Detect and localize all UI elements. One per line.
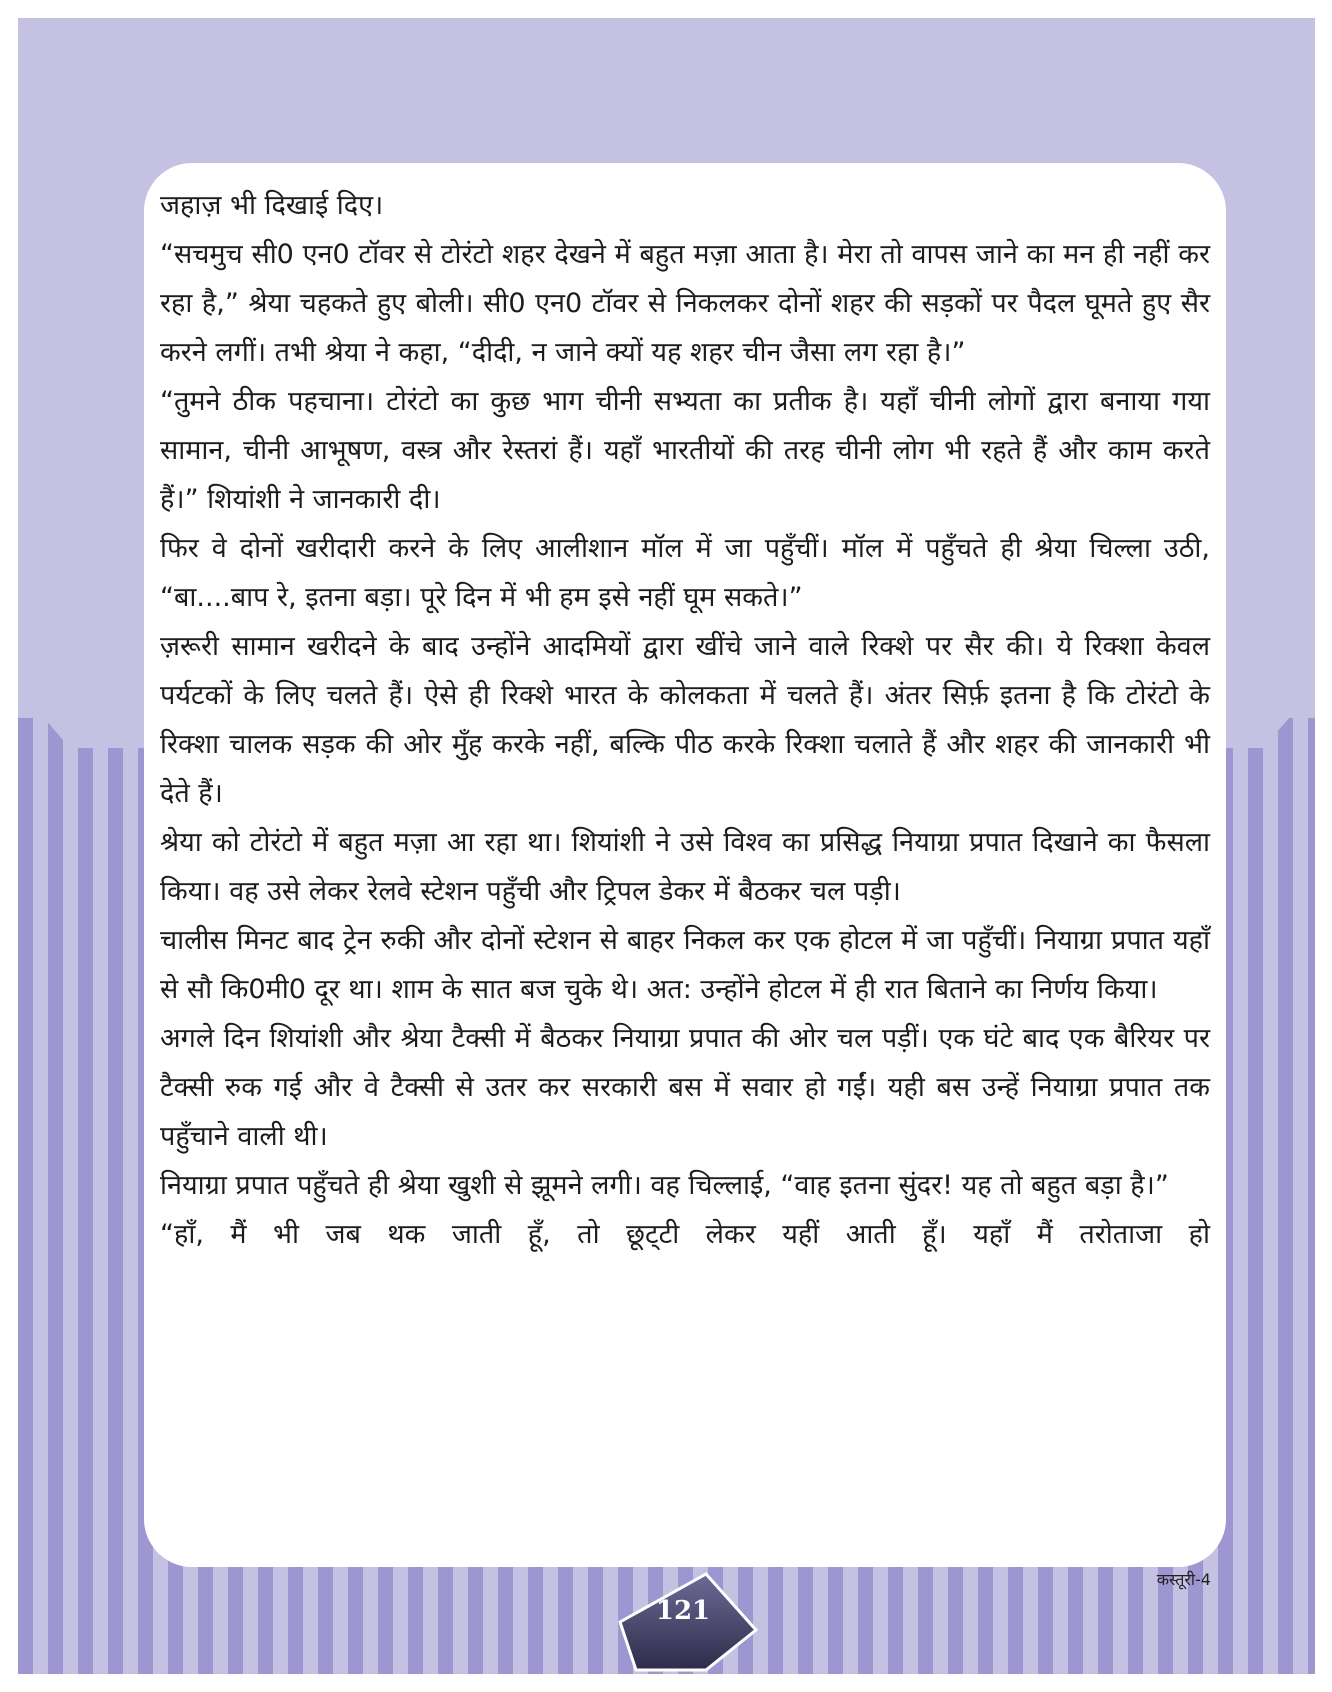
paragraph: फिर वे दोनों खरीदारी करने के लिए आलीशान मॉल में जा पहुँचीं। मॉल में पहुँचते ही श्रेया चिल्ला उठी, “बा....बाप रे, इतना बड़ा। पूरे दिन में भी हम इसे नहीं घूम सकते।” — [160, 533, 1210, 613]
paragraph: अगले दिन शियांशी और श्रेया टैक्सी में बैठकर नियाग्रा प्रपात की ओर चल पड़ीं। एक घंटे बाद एक बैरियर पर टैक्सी रुक गई और वे टैक्सी से उतर कर सरकारी बस में सवार हो गईं। यही बस उन्हें नियाग्रा प्रपात तक पहुँचाने वाली थी। — [160, 1023, 1210, 1152]
paragraph: श्रेया को टोरंटो में बहुत मज़ा आ रहा था। शियांशी ने उसे विश्व का प्रसिद्ध नियाग्रा प्रपात दिखाने का फैसला किया। वह उसे लेकर रेलवे स्टेशन पहुँची और ट्रिपल डेकर में बैठकर चल पड़ी। — [160, 827, 1210, 907]
page-frame — [18, 18, 1315, 1674]
paragraph: “हाँ, मैं भी जब थक जाती हूँ, तो छूट्‌टी लेकर यहीं आती हूँ। यहाँ मैं तरोताजा हो — [160, 1219, 1210, 1250]
paragraph: “तुमने ठीक पहचाना। टोरंटो का कुछ भाग चीनी सभ्यता का प्रतीक है। यहाँ चीनी लोगों द्वारा बनाया गया सामान, चीनी आभूषण, वस्त्र और रेस्तरां हैं। यहाँ भारतीयों की तरह चीनी लोग भी रहते हैं और काम करते हैं।” शियांशी ने जानकारी दी। — [160, 386, 1210, 515]
page-number: 121 — [655, 1596, 711, 1626]
paragraph: नियाग्रा प्रपात पहुँचते ही श्रेया खुशी से झूमने लगी। वह चिल्लाई, “वाह इतना सुंदर! यह तो बहुत बड़ा है।” — [160, 1170, 1169, 1201]
paragraph: चालीस मिनट बाद ट्रेन रुकी और दोनों स्टेशन से बाहर निकल कर एक होटल में जा पहुँचीं। नियाग्रा प्रपात यहाँ से सौ कि0मी0 दूर था। शाम के सात बज चुके थे। अत: उन्होंने होटल में ही रात बिताने का निर्णय किया। — [160, 925, 1210, 1005]
paragraph: “सचमुच सी0 एन0 टॉवर से टोरंटो शहर देखने में बहुत मज़ा आता है। मेरा तो वापस जाने का मन ही नहीं कर रहा है,” श्रेया चहकते हुए बोली। सी0 एन0 टॉवर से निकलकर दोनों शहर की सड़कों पर पैदल घूमते हुए सैर करने लगीं। तभी श्रेया ने कहा, “दीदी, न जाने क्यों यह शहर चीन जैसा लग रहा है।” — [160, 239, 1210, 368]
page-number-badge — [606, 1566, 760, 1674]
story-text — [160, 181, 1210, 1259]
paragraph: ज़रूरी सामान खरीदने के बाद उन्होंने आदमियों द्वारा खींचे जाने वाले रिक्शे पर सैर की। ये रिक्शा केवल पर्यटकों के लिए चलते हैं। ऐसे ही रिक्शे भारत के कोलकता में चलते हैं। अंतर सिर्फ़ इतना है कि टोरंटो के रिक्शा चालक सड़क की ओर मुँह करके नहीं, बल्कि पीठ करके रिक्शा चलाते हैं और शहर की जानकारी भी देते हैं। — [160, 631, 1210, 809]
book-label: कस्तूरी-4 — [1156, 1570, 1211, 1589]
paragraph: जहाज़ भी दिखाई दिए। — [160, 190, 384, 221]
text-card — [144, 163, 1226, 1567]
